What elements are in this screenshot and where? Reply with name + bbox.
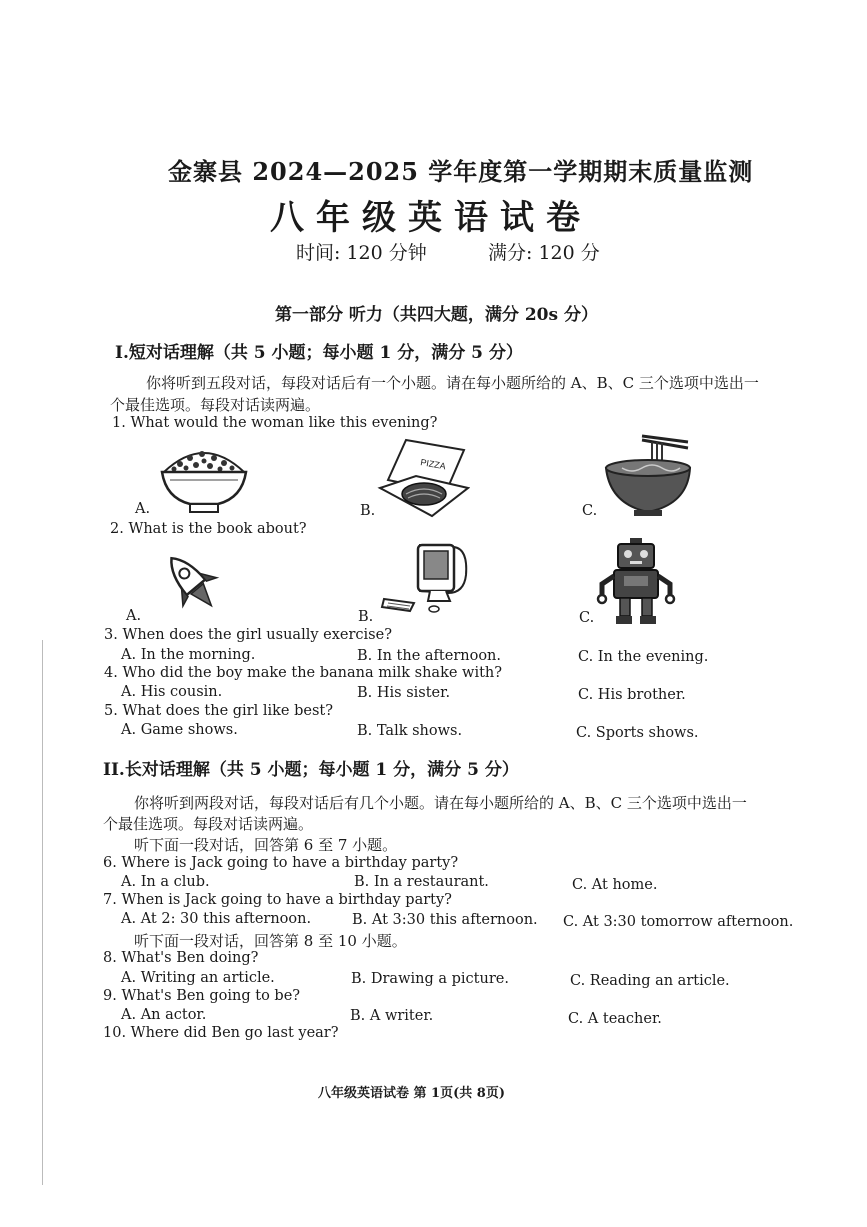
question-3: 3. When does the girl usually exercise?: [104, 627, 392, 643]
section2-sub-instruction-2: 听下面一段对话，回答第 8 至 10 小题。: [134, 932, 407, 950]
q3-option-c: C. In the evening.: [578, 649, 709, 665]
question-1: 1. What would the woman like this evening?: [112, 415, 438, 431]
q8-option-a: A. Writing an article.: [121, 970, 275, 986]
noodle-bowl-icon: [602, 432, 694, 520]
q7-option-c: C. At 3:30 tomorrow afternoon.: [563, 914, 794, 930]
section1-title: I.短对话理解（共 5 小题；每小题 1 分，满分 5 分）: [115, 343, 523, 363]
q3-option-b: B. In the afternoon.: [357, 648, 502, 664]
q6-option-a: A. In a club.: [121, 874, 210, 890]
pizza-box-icon: [376, 436, 470, 520]
question-9: 9. What's Ben going to be?: [103, 988, 301, 1004]
section2-instruction-cont: 个最佳选项。每段对话读两遍。: [103, 815, 314, 833]
q7-option-a: A. At 2: 30 this afternoon.: [121, 911, 312, 927]
q9-option-b: B. A writer.: [350, 1008, 434, 1024]
section1-instruction-cont: 个最佳选项。每段对话读两遍。: [110, 396, 321, 414]
pizza-label: PIZZA: [419, 457, 447, 472]
robot-icon: [596, 536, 676, 626]
question-8: 8. What's Ben doing?: [103, 950, 259, 966]
q8-option-c: C. Reading an article.: [570, 973, 730, 989]
q2-option-c: C.: [579, 610, 595, 626]
full-score: 满分: 120 分: [488, 242, 600, 264]
question-10: 10. Where did Ben go last year?: [103, 1025, 339, 1041]
q9-option-c: C. A teacher.: [568, 1011, 662, 1027]
q5-option-b: B. Talk shows.: [357, 723, 463, 739]
section2-sub-instruction-1: 听下面一段对话，回答第 6 至 7 小题。: [134, 836, 398, 854]
section1-instruction: 你将听到五段对话，每段对话后有一个小题。请在每小题所给的 A、B、C 三个选项中选出一: [146, 374, 759, 392]
q5-option-c: C. Sports shows.: [576, 725, 699, 741]
q8-option-b: B. Drawing a picture.: [351, 971, 509, 987]
section2-instruction: 你将听到两段对话，每段对话后有几个小题。请在每小题所给的 A、B、C 三个选项中选出一: [134, 794, 747, 812]
q5-option-a: A. Game shows.: [121, 722, 238, 738]
time-limit: 时间: 120 分钟: [296, 242, 427, 264]
question-5: 5. What does the girl like best?: [104, 703, 334, 719]
q7-option-b: B. At 3:30 this afternoon.: [352, 912, 538, 928]
q2-option-b: B.: [358, 609, 374, 625]
computer-icon: [380, 541, 470, 617]
exam-title: 金寨县 2024—2025 学年度第一学期期末质量监测: [168, 157, 754, 186]
q1-option-c: C.: [582, 503, 598, 519]
binding-margin-line: [42, 640, 43, 1185]
q1-option-b: B.: [360, 503, 376, 519]
section2-title: II.长对话理解（共 5 小题；每小题 1 分，满分 5 分）: [103, 760, 519, 780]
question-4: 4. Who did the boy make the banana milk shake with?: [104, 665, 503, 681]
q4-option-a: A. His cousin.: [121, 684, 223, 700]
q1-option-a: A.: [135, 501, 151, 517]
q9-option-a: A. An actor.: [121, 1007, 207, 1023]
q2-option-a: A.: [126, 608, 142, 624]
rice-bowl-icon: [158, 436, 250, 516]
question-7: 7. When is Jack going to have a birthday party?: [103, 892, 452, 908]
page-footer: 八年级英语试卷 第 1页(共 8页): [318, 1086, 505, 1101]
paper-title: 八年级英语试卷: [270, 198, 592, 238]
q4-option-c: C. His brother.: [578, 687, 686, 703]
question-2: 2. What is the book about?: [110, 521, 307, 537]
rocket-icon: [160, 548, 228, 622]
q3-option-a: A. In the morning.: [121, 647, 256, 663]
q6-option-c: C. At home.: [572, 877, 658, 893]
part-title: 第一部分 听力（共四大题，满分 20s 分）: [275, 305, 598, 325]
question-6: 6. Where is Jack going to have a birthday party?: [103, 855, 459, 871]
q6-option-b: B. In a restaurant.: [354, 874, 489, 890]
q4-option-b: B. His sister.: [357, 685, 451, 701]
